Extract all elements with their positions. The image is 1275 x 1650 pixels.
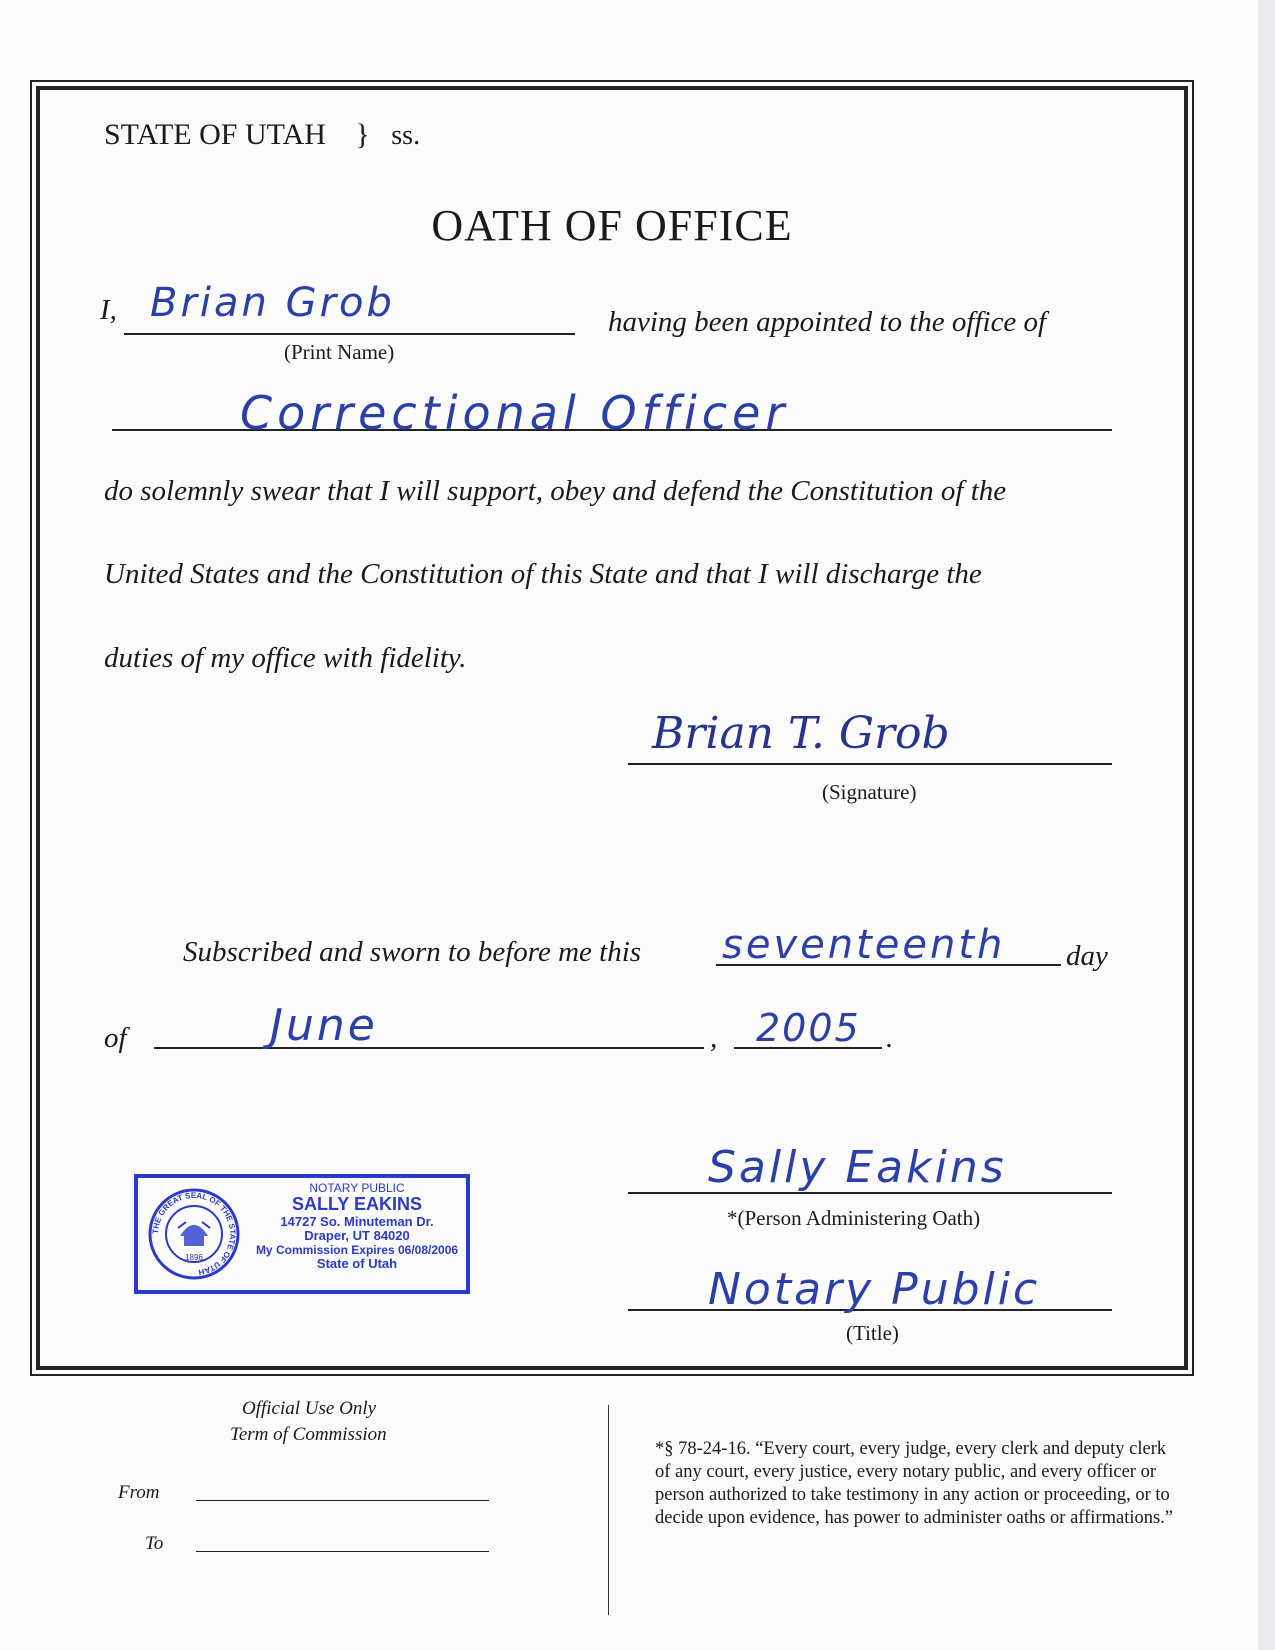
month-value: June: [270, 1000, 378, 1051]
administrator-caption: *(Person Administering Oath): [727, 1206, 981, 1230]
page-edge-shadow: [1258, 0, 1275, 1650]
month-line: [154, 1047, 704, 1049]
ss-label: ss.: [391, 120, 421, 151]
state-label: STATE OF UTAH: [104, 118, 326, 151]
venue-brace: }: [355, 118, 370, 151]
oath-taker-signature: Brian T. Grob: [652, 708, 950, 759]
oath-prefix: I,: [100, 294, 117, 326]
print-name-line: [124, 333, 575, 335]
oath-body-line-1: do solemnly swear that I will support, obey and defend the Constitution of the: [104, 475, 1007, 507]
administrator-signature: Sally Eakins: [708, 1142, 1007, 1193]
signature-caption: (Signature): [822, 780, 917, 804]
state-venue: [104, 118, 420, 152]
stamp-heading: NOTARY PUBLIC: [309, 1181, 405, 1195]
office-value: Correctional Officer: [240, 386, 790, 440]
term-of-commission-heading: Term of Commission: [230, 1424, 387, 1445]
oath-body-line-3: duties of my office with fidelity.: [104, 642, 467, 674]
notary-stamp: [134, 1174, 470, 1294]
stamp-text-block: [246, 1182, 468, 1271]
from-line: [196, 1500, 489, 1501]
statute-note: *§ 78-24-16. “Every court, every judge, every clerk and deputy clerk of any court, every justice, every notary public, and every officer or person authorized to take testimony in any action or proceeding, or to decide upon evidence, has power to administer oaths or affirmations.”: [655, 1439, 1174, 1528]
year-value: 2005: [756, 1006, 861, 1050]
seal-ring-text: THE GREAT SEAL OF THE STATE OF UTAH: [150, 1190, 238, 1277]
stamp-city: Draper, UT 84020: [304, 1228, 410, 1244]
from-label: From: [118, 1482, 160, 1503]
footer-divider: [608, 1405, 609, 1615]
print-name-value: Brian Grob: [150, 280, 395, 326]
stamp-commission: My Commission Expires 06/08/2006: [255, 1242, 459, 1257]
appointed-text: having been appointed to the office of: [608, 306, 1047, 338]
day-suffix: day: [1066, 940, 1108, 972]
print-name-caption: (Print Name): [284, 340, 395, 364]
oath-body-line-2: United States and the Constitution of this State and that I will discharge the: [104, 558, 982, 590]
stamp-address: 14727 So. Minuteman Dr.: [280, 1213, 434, 1229]
to-line: [196, 1551, 489, 1552]
page-title: OATH OF OFFICE: [431, 201, 793, 250]
stamp-notary-name: SALLY EAKINS: [291, 1194, 423, 1215]
state-seal-icon: [148, 1188, 240, 1280]
date-comma: ,: [710, 1022, 718, 1054]
title-caption: (Title): [846, 1321, 899, 1345]
seal-year: 1896: [185, 1253, 203, 1262]
day-value: seventeenth: [722, 922, 1006, 968]
to-label: To: [145, 1533, 164, 1554]
sworn-prefix: Subscribed and sworn to before me this: [183, 936, 642, 968]
signature-line: [628, 763, 1112, 765]
stamp-state: State of Utah: [316, 1255, 398, 1271]
of-label: of: [104, 1022, 127, 1054]
official-use-heading: Official Use Only: [242, 1398, 377, 1419]
administrator-title-value: Notary Public: [708, 1264, 1041, 1315]
date-period: .: [886, 1022, 894, 1054]
